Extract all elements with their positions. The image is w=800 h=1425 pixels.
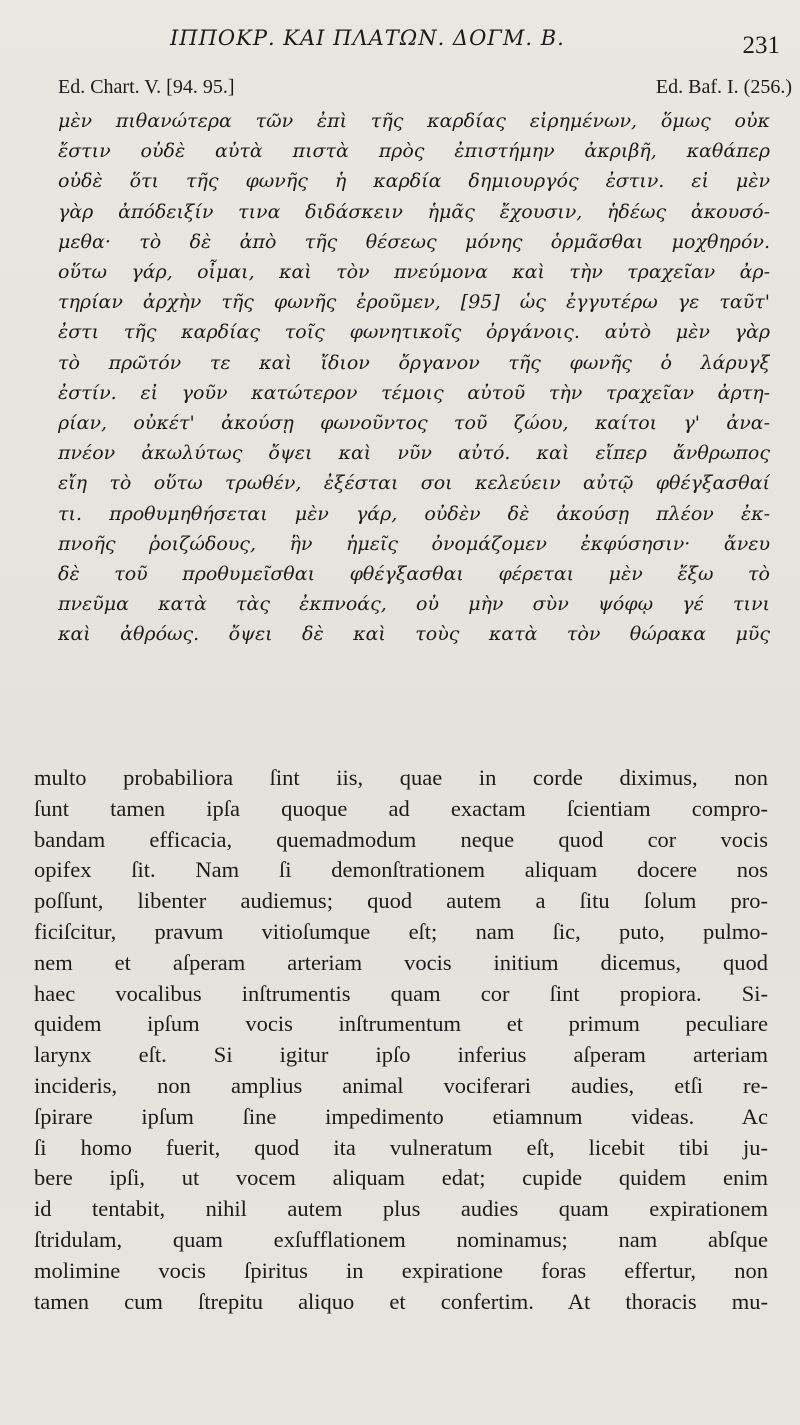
latin-text-line: incideris, non amplius animal vociferari audies, etſi re- [34,1072,768,1098]
latin-text-line: ficiſcitur, pravum vitioſumque eſt; nam ſic, puto, pulmo- [34,918,768,944]
greek-text-line: καὶ ἀθρόως. ὄψει δὲ καὶ τοὺς κατὰ τὸν θώρακα μῦς [58,623,770,646]
latin-text-line: haec vocalibus inſtrumentis quam cor ſint propiora. Si- [34,980,768,1006]
greek-text-line: μεθα· τὸ δὲ ἀπὸ τῆς θέσεως μόνης ὁρμᾶσθαι μοχθηρόν. [58,230,770,253]
greek-text-line: πνεῦμα κατὰ τὰς ἐκπνοάς, οὐ μὴν σὺν ψόφῳ γέ τινι [58,593,770,616]
latin-text-line: bandam efficacia, quemadmodum neque quod cor vocis [34,826,768,852]
latin-text-block [34,763,768,1317]
greek-text-line: τι. προθυμηθήσεται μὲν γάρ, οὐδὲν δὲ ἀκούσῃ πλέον ἐκ- [58,502,770,525]
greek-text-line: δὲ τοῦ προθυμεῖσθαι φθέγξασθαι φέρεται μὲν ἔξω τὸ [58,563,770,586]
greek-text-line: εἴη τὸ οὕτω τρωθέν, ἐξέσται σοι κελεύειν αὐτῷ φθέγξασθαί [58,472,770,495]
latin-text-line: id tentabit, nihil autem plus audies quam expirationem [34,1196,768,1222]
edition-reference-basel: Ed. Baf. I. (256.) [655,76,792,98]
greek-text-line: ρίαν, οὐκέτ' ἀκούσῃ φωνοῦντος τοῦ ζώου, καίτοι γ' ἀνα- [58,412,770,435]
greek-text-line: ἐστίν. εἰ γοῦν κατώτερον τέμοις αὐτοῦ τὴν τραχεῖαν ἀρτη- [58,381,770,404]
latin-text-line: tamen cum ſtrepitu aliquo et confertim. At thoracis mu- [34,1288,768,1314]
latin-text-line: ſi homo fuerit, quod ita vulneratum eſt, licebit tibi ju- [34,1134,768,1160]
latin-text-line: poſſunt, libenter audiemus; quod autem a ſitu ſolum pro- [34,888,768,914]
latin-text-line: ſunt tamen ipſa quoque ad exactam ſcientiam compro- [34,795,768,821]
page-number: 231 [742,32,780,59]
latin-text-line: molimine vocis ſpiritus in expiratione foras effertur, non [34,1257,768,1283]
edition-reference-line [58,76,792,106]
latin-text-line: bere ipſi, ut vocem aliquam edat; cupide quidem enim [34,1165,768,1191]
latin-text-line: larynx eſt. Si igitur ipſo inferius aſperam arteriam [34,1042,768,1068]
edition-reference-chartier: Ed. Chart. V. [94. 95.] [58,76,235,98]
latin-text-line: ſtridulam, quam exſufflationem nominamus; nam abſque [34,1226,768,1252]
running-title: ΙΠΠΟΚΡ. ΚΑΙ ΠΛΑΤΩΝ. ΔΟΓΜ. Β. [170,26,565,50]
latin-text-line: nem et aſperam arteriam vocis initium dicemus, quod [34,949,768,975]
greek-text-line: οὕτω γάρ, οἶμαι, καὶ τὸν πνεύμονα καὶ τὴν τραχεῖαν ἀρ- [58,261,770,284]
greek-text-line: μὲν πιθανώτερα τῶν ἐπὶ τῆς καρδίας εἰρημένων, ὅμως οὐκ [58,110,770,132]
greek-text-line: πνοῆς ῥοιζώδους, ἣν ἡμεῖς ὀνομάζομεν ἐκφύσησιν· ἄνευ [58,532,770,555]
greek-text-line: ἐστι τῆς καρδίας τοῖς φωνητικοῖς ὀργάνοις. αὐτὸ μὲν γὰρ [58,321,770,344]
greek-text-line: πνέον ἀκωλύτως ὄψει καὶ νῦν αὐτό. καὶ εἴπερ ἄνθρωπος [58,442,770,465]
greek-text-line: ἔστιν οὐδὲ αὐτὰ πιστὰ πρὸς ἐπιστήμην ἀκριβῆ, καθάπερ [58,140,770,163]
running-head [0,26,800,66]
latin-text-line: ſpirare ipſum ſine impedimento etiamnum videas. Ac [34,1103,768,1129]
greek-text-line: γὰρ ἀπόδειξίν τινα διδάσκειν ἡμᾶς ἔχουσιν, ἡδέως ἀκουσό- [58,200,770,223]
latin-text-line: multo probabiliora ſint iis, quae in corde diximus, non [34,765,768,790]
latin-text-line: opifex ſit. Nam ſi demonſtrationem aliquam docere nos [34,857,768,883]
latin-text-line: quidem ipſum vocis inſtrumentum et primum peculiare [34,1011,768,1037]
greek-text-line: τηρίαν ἀρχὴν τῆς φωνῆς ἐροῦμεν, [95] ὡς ἐγγυτέρω γε ταῦτ' [58,291,770,314]
greek-text-line: τὸ πρῶτόν τε καὶ ἴδιον ὄργανον τῆς φωνῆς ὁ λάρυγξ [58,351,770,374]
greek-text-block [58,106,770,650]
greek-text-line: οὐδὲ ὅτι τῆς φωνῆς ἡ καρδία δημιουργός ἐστιν. εἰ μὲν [58,170,770,193]
